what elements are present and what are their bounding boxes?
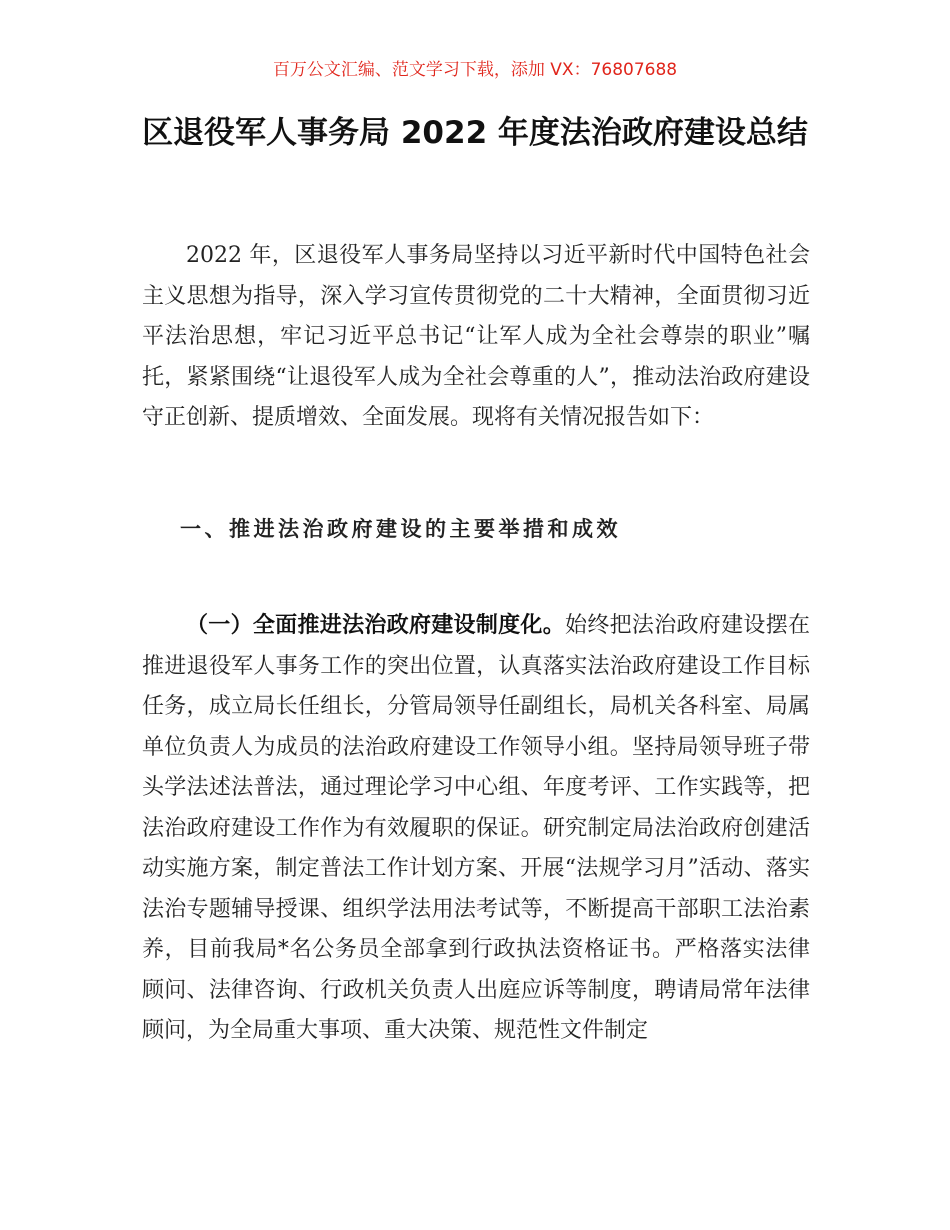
subsection-lead-1: （一）全面推进法治政府建设制度化。 <box>186 613 566 638</box>
subsection-text-1: 始终把法治政府建设摆在推进退役军人事务工作的突出位置，认真落实法治政府建设工作目标任务，成立局长任组长，分管局领导任副组长，局机关各科室、局属单位负责人为成员的法治政府建设工作领导小组。坚持局领导班子带头学法述法普法，通过理论学习中心组、年度考评、工作实践等，把法治政府建设工作作为有效履职的保证。研究制定局法治政府创建活动实施方案，制定普法工作计划方案、开展“法规学习月”活动、落实法治专题辅导授课、组织学法用法考试等，不断提高干部职工法治素养，目前我局*名公务员全部拿到行政执法资格证书。严格落实法律顾问、法律咨询、行政机关负责人出庭应诉等制度，聘请局常年法律顾问，为全局重大事项、重大决策、规范性文件制定 <box>142 613 810 1043</box>
header-watermark: 百万公文汇编、范文学习下载，添加 VX：76807688 <box>272 60 678 80</box>
intro-paragraph: 2022 年，区退役军人事务局坚持以习近平新时代中国特色社会主义思想为指导，深入学习宣传贯彻党的二十大精神，全面贯彻习近平法治思想，牢记习近平总书记“让军人成为全社会尊崇的职业”嘱托，紧紧围绕“让退役军人成为全社会尊重的人”，推动法治政府建设守正创新、提质增效、全面发展。现将有关情况报告如下： <box>142 243 810 430</box>
subsection-paragraph-1 <box>142 606 810 1052</box>
section-heading-1: 一、推进法治政府建设的主要举措和成效 <box>180 517 621 541</box>
document-title: 区退役军人事务局 2022 年度法治政府建设总结 <box>142 115 808 151</box>
